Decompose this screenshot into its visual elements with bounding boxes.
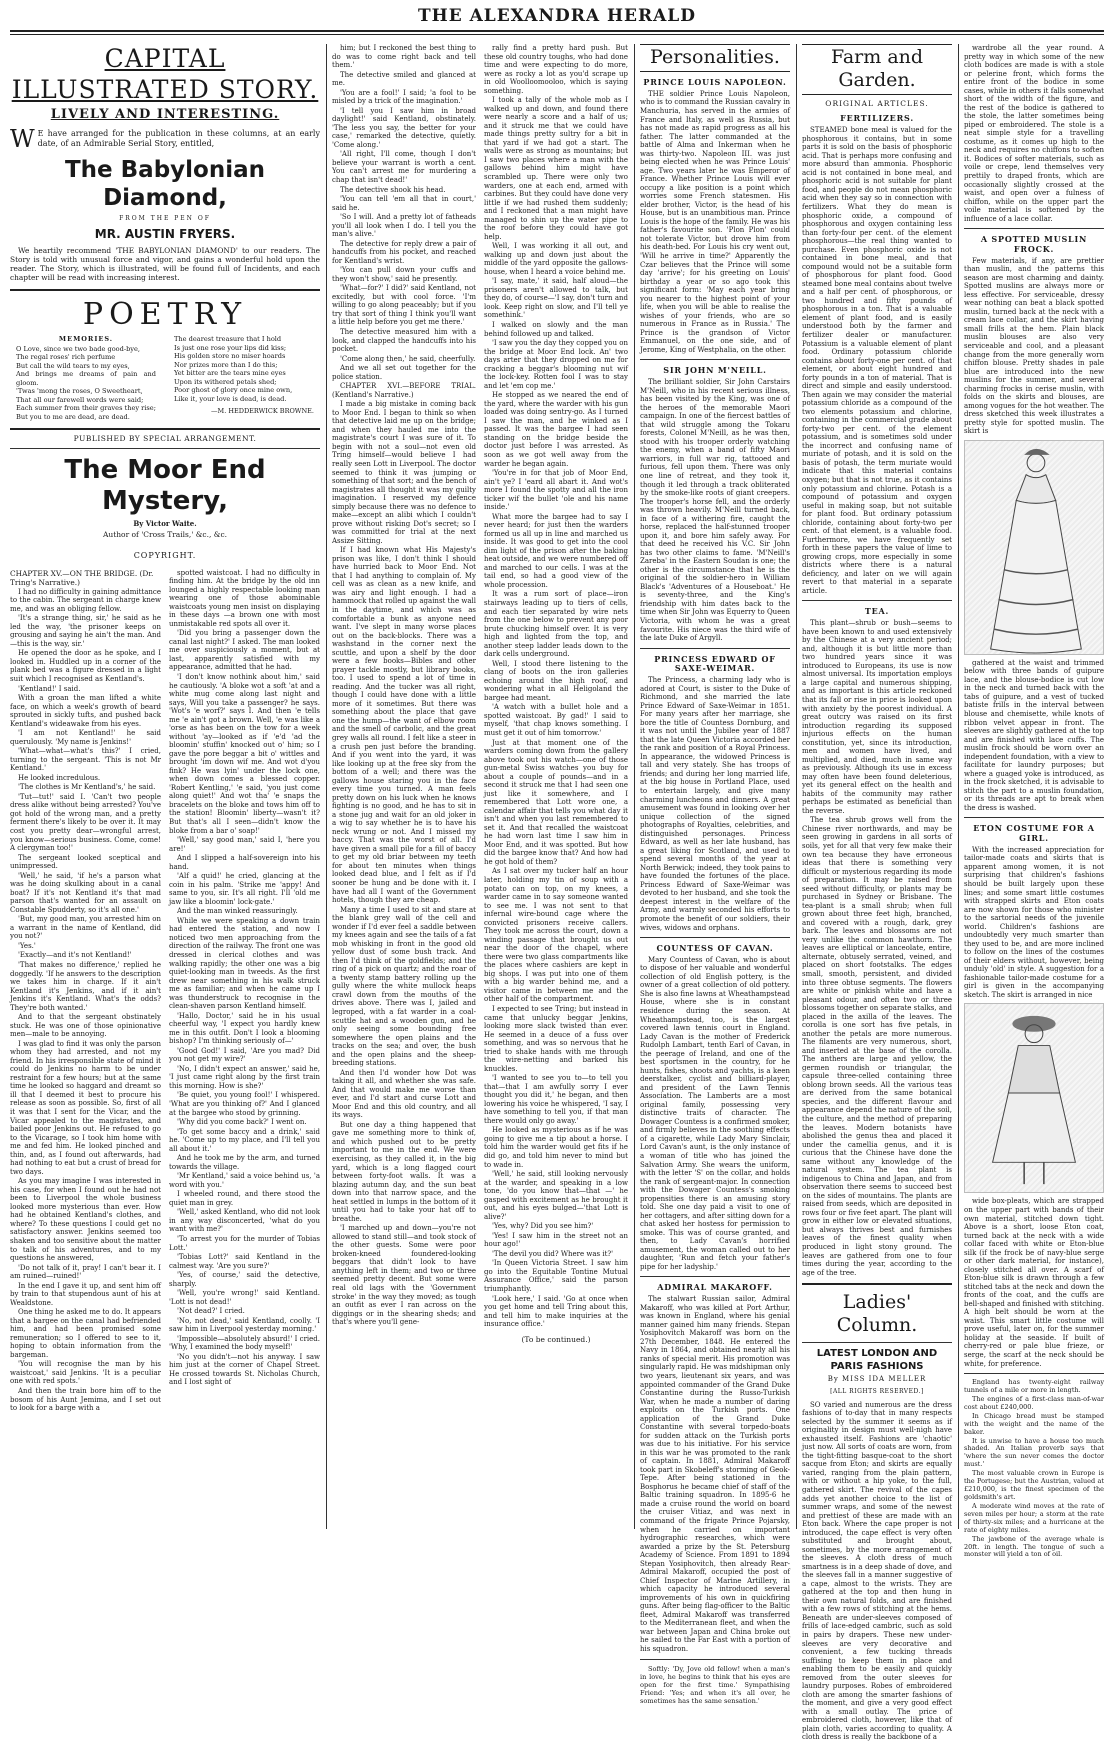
paragraph: And then I'd wonder how Dot was taking it all, and whether she was safe. And that would make me worse than ever, and I'd start and curse Lott and Moor End and this old country, and all its ways.	[332, 1068, 476, 1120]
paragraph: The engines of a first-class man-of-war cost about £240,000.	[964, 1394, 1104, 1411]
paragraph: wardrobe all the year round. A pretty way in which some of the new cloth bodices are made is with a stole or pelerine front, which forms the entire front of the bodice in some cases, while in others it falls somewhat short of the width of the figure, and the rest of the bodice is gathered to the stole, the latter sometimes being piped or embroidered. The stole is a neat simple style for a travelling costume, as it comes up high to the neck and requires no chiffons to soften it. Bodices of softer materials, such as voile or crepe, lend themselves very prettily to draped fronts, which are occasionally slightly crossed at the waist, and open over a fulness of chiffon, while on the upper part the voile material is softened by the influence of a lace collar.	[964, 44, 1104, 223]
poem-left	[16, 335, 156, 422]
paragraph: He looked as mysterious as if he was going to give me a tip about a horse. I told him the warder would get fits if he did go, and told him never to mind but to wade in.	[484, 1126, 628, 1169]
paragraph: 'You're in for that job of Moor End, ain't ye? I 'eard all abart it. And wot's more I found the spotty and all the iron ticker wif the bullet 'ole and his name inside.'	[484, 469, 628, 512]
article-title: FERTILIZERS.	[840, 113, 914, 124]
paragraph: 'Be quiet, you young fool!' I whispered. 'What are you thinking of?' And I glanced at the bargee who stood by grinning.	[169, 1091, 320, 1117]
paragraph: The jawbone of the average whale is 20ft. in length. The tongue of such a monster will yield a ton of oil.	[964, 1534, 1104, 1559]
story-column-b	[484, 44, 628, 1344]
arrangement-note: PUBLISHED BY SPECIAL ARRANGEMENT.	[73, 433, 257, 443]
paragraph: 'No, not dead,' said Kentland, coolly. 'I saw him in Liverpool yesterday morning.'	[169, 1316, 320, 1334]
paragraph: I expected to see Tring; but instead in came that unlucky beggar Jenkins, looking more slack twisted than ever. He seemed in a deuce of a fuss over something, and was so nervous that he tried to shake hands with me through the wire-netting and barked his knuckles.	[484, 1004, 628, 1073]
paragraph: CHAPTER XVI.—BEFORE TRIAL. (Kentland's Narrative.)	[332, 382, 476, 399]
poem-right	[174, 335, 314, 422]
paragraph: He stopped as we neared the end of the yard, where the warder with his gun loaded was doing sentry-go. As I turned I saw the man, and he winked as I passed. It was the bargee I had seen standing on the bridge beside the doctor just before I was arrested. As soon as we got well away from the warder he began again.	[484, 391, 628, 468]
paragraph: As you may imagine I was interested in his case, for when I found out he had not been to Liverpool the whole business looked more mysterious than ever. How had he obtained Kentland's clothes, and where? To these questions I could get no satisfactory answer. Jenkins seemed too shaken and too sensitive about the matter to talk of his adventures, and to my questions he answered,	[10, 1177, 161, 1263]
divider	[640, 648, 790, 649]
paragraph: The most valuable crown in Europe is the Portugese; but the Austrian, valued at £210,000, is the finest specimen of the goldsmith's art.	[964, 1469, 1104, 1501]
paragraph: I was glad to find it was only the parson whom they had arrested, and not my friend. In his irresponsible state of mind it could do Jenkins no harm to be under restraint for a few hours; but at the same time he looked so haggard and dreamt so ill that I deemed it best to procure his release as soon as possible. So, first of all it was that I sent for the Vicar, and the Vicar appealed to the magistrates, and bailed poor Jenkins out. He refused to go to the Vicarage, so I took him home with me and fed him. He looked pinched and thin, and, as I found out afterwards, had had nothing to eat but a crust of bread for two days.	[10, 1039, 161, 1176]
paragraph: 'In Queen Victoria Street. I saw him go into the Equitable Tontine Mutual Assurance Office,' said the parson triumphantly.	[484, 1259, 628, 1293]
masthead	[10, 6, 1104, 32]
paragraph: And he took me by the arm, and turned towards the village.	[169, 1154, 320, 1171]
poem-line: Nor prizes more than I do this;	[174, 360, 278, 369]
poem	[10, 335, 320, 422]
divider	[640, 937, 790, 938]
personality-title: PRINCE LOUIS NAPOLEON.	[643, 77, 787, 88]
divider	[964, 228, 1104, 229]
paragraph: The stalwart Russian sailor, Admiral Makaroff, who was killed at Port Arthur, was known in England, where his genial manner gained him many friends. Stepan Yosiphovitch Makaroff was born on the 27th December, 1848. He entered the Navy in 1864, and obtained nearly all his ranks of special merit. His promotion was singularly rapid. He was midshipman only two years, lieutenant six years, and was appointed commander of the Grand Duke Constantine during the Russo-Turkish War, when he made a number of daring exploits on the Turkish ports. One application of the Grand Duke Constantine with several torpedo-boats for sudden attack on the Turkish ports was due to his initiative. For his service in this war he was promoted to the rank of captain. In 1881, Admiral Makaroff took part in Skobeleff's storming of Geok-Tepe. After being stationed in the Bosphorus he became chief of staff of the Baltic training squadron. In 1895-6 he made a cruise round the world on board the cruiser Vitiaz, and was next in command of the frigate Prince Pojarsky, when he carried on important hydrographic researches, which were awarded a prize by the St. Petersburg Academy of Science. From 1891 to 1894 Stepan Yosiphovitch, then already Rear-Admiral Makaroff, occupied the post of Chief Inspector of Marine Artillery, in which capacity he introduced several improvements of his own in quickfiring guns. After being flag-officer to the Baltic fleet, Admiral Makaroff was transferred to the Mediterranean fleet, and when the war between Japan and China broke out he sailed to the Far East with a portion of his squadron.	[640, 1295, 790, 1653]
article-body	[802, 1401, 952, 1742]
poem-line: That all our farewell words were said;	[16, 395, 144, 404]
paragraph: Few materials, if any, are prettier than muslin, and the patterns this season are most charming and dainty. Spotted muslins are always more or less effective. For serviceable, dressy wear nothing can beat a black spotted muslin, turned back at the neck with a cream lace collar, and the skirt having small frills at the hem. Plain black muslin blouses are also very serviceable and cool, and a pleasant change from the more generally worn chiffon blouse. Pretty shades in pale blue are introduced into the new muslins for the summer, and several charming frocks in cerise muslin, with folds on the skirts and blouses, are among vogues for the hot weather. The dress sketched this week illustrates a pretty style for spotted muslin. The skirt is	[964, 256, 1104, 436]
poetry-heading: POETRY	[82, 296, 248, 332]
paragraph: With a groan the man lifted a white face, on which a week's growth of beard sprouted in sickly tufts, and pushed back Kentland's wideawake from his eyes.	[10, 694, 161, 728]
personality-title: PRINCESS EDWARD OF SAXE-WEIMAR.	[654, 653, 776, 674]
story-column-a	[10, 569, 161, 1414]
paragraph: 'Do not talk of it, pray! I can't bear it. I am ruined—ruined!'	[10, 1263, 161, 1281]
article-body	[964, 659, 1104, 813]
paragraph: 'You can pull down your cuffs and they won't show,' said he presently.	[332, 266, 476, 283]
moor-end-title: The Moor End Mystery,	[64, 454, 266, 517]
joke: Softly: 'Dy, Jove old fellow! when a man's in love, he begins to think that his eyes are open for the first time.' Sympathising Friend: 'Yes; and when it's all over, he sometimes has the same sensation.'	[640, 1664, 790, 1705]
paragraph: And to that the sergeant obstinately stuck. He was one of those opinionative men—male to be annoying.	[10, 1013, 161, 1039]
paragraph: 'What—for?' I did?' said Kentland, not excitedly, but with cool force. 'I'm willing to go along peaceably; but if you try that sort of thing I think you'll want a little help before you get me there.'	[332, 284, 476, 327]
paragraph: 'What—what—what's this?' I cried, turning to the sergeant. 'This is not Mr Kentland.'	[10, 747, 161, 773]
paragraph: Many a time I used to sit and stare at the blank grey wall of the cell and wonder if I'd ever feel a saddle between my knees again and see the tails of a fat mob whisking in front in the good old yellow dust of some bush track. And then I'd think of the goldfields; and the ring of a pick on quartz; and the roar of a twenty stamp battery rolling up the gully where the white mullock heaps crawl down from the mouths of the drives above. There was I, jailed and legroped, with a fat warder in a coal-scuttle hat and a wooden gun, and he only seeing some bounding free somewhere the open plains and the tracks on the sea; and over, the bush and the open plains and the sheep-breeding stations.	[332, 905, 476, 1068]
paragraph: 'So I will. And a pretty lot of fatheads you'll all look when I do. I tell you the man's alive.'	[332, 213, 476, 239]
article-body	[964, 1197, 1104, 1368]
paragraph: The detective smiled and glanced at me.	[332, 70, 476, 88]
column-2	[332, 44, 628, 1529]
paragraph: 'Good God!' I said, 'Are you mad? Did you not get my wire?'	[169, 1046, 320, 1064]
paragraph: He opened the door as he spoke, and I looked in. Huddled up in a corner of the plank bed was a figure dressed in a light suit which I recognised as Kentland's.	[10, 649, 161, 683]
rights-reserved: [ALL RIGHTS RESERVED.]	[830, 1388, 924, 1396]
poem-line: And brings me dreams of pain and gloom.	[16, 370, 156, 387]
poem-line: The dearest treasure that I hold	[174, 335, 282, 344]
paragraph: 'Did you bring a passenger down the canal last night?' I asked. The man looked me over suspiciously a moment, but at last, apparently satisfied with my appearance, admitted that he had.	[169, 629, 320, 672]
divider	[10, 289, 320, 291]
serial-from: FROM THE PEN OF	[119, 215, 211, 223]
paragraph: 'You are a fool!' I said; 'a fool to be misled by a trick of the imagination.'	[332, 88, 476, 106]
story-banner-subtitle: LIVELY AND INTERESTING.	[50, 107, 280, 122]
paragraph: In the end I gave it up, and sent him off by train to that stupendous aunt of his at Wealdstone.	[10, 1281, 161, 1307]
paragraph: 'Why did you come back?' I went on.	[177, 1118, 307, 1127]
paragraph: It is unwise to have a house too much shaded. An Italian proverb says that 'where the sun never comes the doctor must.'	[964, 1436, 1104, 1469]
paragraph: England has twenty-eight railway tunnels of a mile or more in length.	[964, 1378, 1104, 1394]
story-column-b	[169, 569, 320, 1414]
personality-body	[640, 90, 790, 354]
paragraph: spotted waistcoat. I had no difficulty in finding him. At the bridge by the old inn lounged a highly respectable looking man wearing one of those abominable waistcoats young men insist on displaying in these days —a brown one with most unmistakable red spots all over it.	[169, 568, 320, 628]
paragraph: The detective shook his head.	[340, 185, 446, 194]
paragraph: It was a rum sort of place—iron stairways leading up to tiers of cells, and each tier separated by wire nets from the one below to prevent any poor brute chucking himself over. It is very high and lighted from the top, and another steep ladder leads down to the dark cells underground.	[484, 590, 628, 659]
personality-body	[640, 1295, 790, 1653]
paragraph: The detective measured him with a look, and clapped the handcuffs into his pocket.	[332, 328, 476, 354]
intro-text: E have arranged for the publication in these columns, at an early date, of an Admirable Serial Story, entitled,	[37, 128, 320, 148]
divider	[640, 1659, 790, 1660]
paragraph: The tea shrub grows well from the Chinese river northwards, and may be seen growing in gardens in all sorts of soils, yet for all that very few make their own tea because they have erroneous ideas that there is something very difficult or mysterious regarding its mode of preparation. It may be raised from seed without difficulty, or plants may be purchased in Sydney or Brisbane. The tea-plant is a small shrub; when full grown about three feet high, branched, and covered with a rough, dark, grey bark. The leaves and blossoms are not very unlike the common hawthorn. The leaves are elliptical or lanceolate, entire, alternate, obtusely serrated, veined, and placed on short footstalks. The edges small, smooth, persistent, and divided into three obtuse segments. The flowers are white or pinkish white and have a pleasant odour, and often two or three blossoms together on separate stalks, and placed in the axilla of the leaves. The corolla is one sort has five petals, in another the petals are more numerous. The filaments are very numerous, short, and inserted at the base of the corolla. The anthers are large and yellow, the germen roundish or triangular, the capsule three-celled containing three oblong brown seeds. All the various teas are derived from the same botanical species, and the different flavour and appearance depend the nature of the soil, the culture, and the method of preparing the leaves. Modern botanists have abolished the genus thea and placed it under the camellia genus, and it is curious that the Chinese have done the same without any knowledge of the natural system. The tea plant is indigenous to China and Japan, and from observation there seems to succeed best on the sides of mountains. The plants are raised from seeds, which are deposited in rows four or five feet apart. The plant will grow in either low or elevated situations, but always thrives best and furnishes leaves of the finest quality when produced in light stony ground. The leaves are gathered from one to four times during the year, according to the age of the tree.	[802, 816, 952, 1277]
serial-intro	[10, 124, 320, 153]
paragraph: And then the train bore him off to the bosom of his Aunt Jemima, and I set out to look for a barge with a	[10, 1387, 161, 1413]
column-5-fashion	[964, 44, 1104, 1559]
paragraph: And I slipped a half-sovereign into his hand.	[169, 854, 320, 871]
paragraph: 'Tobias Lott?' said Kentland in the calmest way. 'Are you sure?'	[169, 1253, 320, 1270]
article-body	[802, 619, 952, 1277]
masthead-rule	[10, 34, 1104, 35]
girl-figure-icon	[965, 1004, 1103, 1192]
paragraph: But one day a thing happened that gave me something more to think of, and which pushed out to be pretty important to me in the end. We were exercising, as they called it, in the big yard, which is a long flagged court between forty-foot walls. It was a blazing autumn day, and the sun beat down into that narrow space, and the heat settled in lumps in the bottom of it until you had to take your hat off to breathe.	[332, 1120, 476, 1223]
intro-dropcap: W	[10, 124, 35, 153]
ladies-subheading: LATEST LONDON AND PARIS FASHIONS	[816, 1348, 938, 1372]
poem-line: Like it, your love is dead, is dead.	[174, 395, 287, 404]
paragraph: While we were speaking a down train had entered the station, and now I noticed two men approaching from the direction of the railway. The front one was dressed in clerical clothes and was walking rapidly; the other one was a big quiet-looking man in tweeds. As the first drew near something in his walk struck me as familiar; and when he came up I was thunderstruck to recognise in the clean-shaven parson Kentland himself.	[169, 916, 320, 1011]
ladies-heading: Ladies' Column.	[836, 1291, 918, 1337]
article-body	[964, 846, 1104, 1000]
paragraph: 'Well, you're wrong!' said Kentland. 'Lott is not dead!'	[169, 1289, 320, 1306]
column-3-personalities	[640, 44, 790, 1705]
newspaper-page	[10, 6, 1104, 1742]
paragraph: 'Hallo, Doctor,' said he in his usual cheerful way, 'I expect you hardly knew me in this outfit. Don't I look a blooming bishop? I'm thinking seriously of—'	[169, 1011, 320, 1046]
serial-author: MR. AUSTIN FRYERS.	[94, 226, 236, 241]
paragraph: rally find a pretty hard push. But these old country toughs, who had done time and were expecting to do more, were as rocky a lot as you'd scrape up in old Woolloomooloo, which is saying something.	[484, 44, 628, 95]
paragraph: I made a big mistake in coming back to Moor End. I began to think so when that detective laid me up on the bridge; and when they hauled me into the magistrate's court I was sure of it. To begin with not a soul—not even old Tring himself—would believe I had really seen Lott in Liverpool. The doctor seemed to think it was jumping or something of that sort; and the bench of magistrates all thought it was my guilty imagination. I reserved my defence simply because there was no defence to make—except an alibi which I couldn't prove without risking Dot's secret; so I was committed for trial at the next Assize Sitting.	[332, 400, 476, 545]
paragraph: Well, I was working it all out, and walking up and down just about the middle of the yard opposite the gallows-house, when I heard a voice behind me.	[484, 242, 628, 276]
miscellany	[964, 1379, 1104, 1559]
column-rule	[796, 44, 797, 1529]
paragraph: I took a tally of the whole mob as I walked up and down, and found there were nearly a score and a half of us; and it struck me that we could have made things pretty sultry for a bit in that yard if we had got a start. The walls were as strong as mountains; but I saw two places where a man with the gallows behind him might have scrambled up. There were only two warders, one at each end, armed with carbines. But they could have done very little if we had rushed them suddenly; and I reckoned that a man might have managed to shin up the water pipe to the roof before they could have got help.	[484, 96, 628, 241]
paragraph: The brilliant soldier, Sir John Carstairs M'Neill, who in his recent serious illness, has been visited by the King, was one of the heroes of the memorable Maori campaign. In one of the fiercest battles of that wild struggle among the Tokaru forests, Colonel M'Neill, as he was then, stood with his trooper orderly watching the enemy, when a band of fifty Maori warriors, in full war rig, tattooed and furious, fell upon them. There was only one line of retreat, and they took it, though it led through a track obliterated by the smoke-like roots of giant creepers. The trooper's horse fell, and the orderly was thrown heavily. M'Neill turned back, in face of a withering fire, caught the horse, replaced the half-stunned trooper upon it, and bore him safely away. For that deed he received his V.C. Sir John has two other claims to fame. 'M'Neill's Zareba' in the Eastern Soudan is one; the other is the circumstance that he is the original of the soldier-hero in William Black's 'Adventures of a Houseboat.' He is seventy-three, and the King's friendship with him dates back to the time when Sir John was Equerry to Queen Victoria, with whom he was a great favourite. His niece was the third wife of the late Duke of Argyll.	[640, 378, 790, 643]
paragraph: 'Come along then,' he said, cheerfully.	[340, 354, 476, 363]
paragraph: Just at that moment one of the warders coming down from the gallery above took out his watch—one of those gun-metal Swiss watches you buy for about a couple of pounds—and in a second it struck me that I had seen one just like it somewhere, and I remembered that Lott wore one, a calendar affair that tells you what day it isn't and when you last remembered to set it. And that recalled the waistcoat he had worn last time I saw him in Moor End, and it was spotted. But how did the bargee know that? And how had he got hold of them?	[484, 738, 628, 866]
paragraph: 'Alf a quid!' he cried, glancing at the coin in his palm. 'Strike me 'appy! And same to you, sir. It's all right. I'll 'old me jaw like a bloomin' lock-gate.'	[169, 872, 320, 906]
poem-line: Yet bitter are the tears mine eyes	[174, 369, 286, 378]
article-title: ETON COSTUME FOR A GIRL.	[973, 823, 1095, 844]
article-body	[964, 257, 1104, 436]
paragraph: 'To get some baccy and a drink,' said he. 'Come up to my place, and I'll tell you all about it.'	[169, 1127, 320, 1153]
paragraph: 'Exactly—and it's not Kentland!'	[18, 951, 132, 960]
poem-line: But you to me are dead, are dead.	[16, 413, 130, 422]
paragraph: One thing he asked me to do. It appears that a bargee on the canal had befriended him, and had been promised some remuneration; so I offered to see to it, hoping to obtain information from the bargeman.	[10, 1308, 161, 1359]
paragraph: 'Yes, of course,' said the detective, sharply.	[169, 1271, 320, 1288]
poem-line: Upon its withered petals shed;	[174, 377, 277, 386]
poem-line: 'Twas 'mong the roses, O Sweetheart,	[16, 387, 143, 396]
moor-end-byline: By Victor Waite.	[133, 519, 197, 529]
paragraph: 'I say, mate,' it said, half aloud—the prisoners aren't allowed to talk, but they do, of course—'I say, don't turn and look. Keep right on slow, and I'll tell ye somethink.'	[484, 277, 628, 320]
divider	[964, 1373, 1104, 1374]
personality-body	[640, 378, 790, 642]
paragraph: He looked incredulous.	[18, 773, 101, 782]
paragraph: 'Impossible—absolutely absurd!' I cried. 'Why, I examined the body myself!'	[169, 1334, 320, 1352]
paragraph: 'Look here,' I said. 'Go at once when you get home and tell Tring about this, and tell him to make inquiries at the insurance office.'	[484, 1294, 628, 1329]
paragraph: 'Well,' say good man,' said I, 'here you are!'	[169, 836, 320, 853]
chapter-heading: CHAPTER XV.—ON THE BRIDGE. (Dr. Tring's Narrative.)	[10, 568, 154, 587]
paragraph: gathered at the waist and trimmed below with three bands of guipure lace, and the blouse-bodice is cut low in the neck and turned back with the tabs of guipure, and a vest of tucked batiste frills in the interval between blouse and chemisette, while knots of ribbon velvet appear in front. The sleeves are slightly gathered at the top and are finished with lace cuffs. The muslin frock should be worn over an independent foundation, with a view to facilitate for laundry purposes; but where a guaged yoke is introduced, as in the frock sketched, it is advisable to stitch the part to a muslin foundation, or its threads are apt to break when the dress is washed.	[964, 658, 1104, 812]
column-4-farm	[802, 44, 952, 1742]
personality-title: COUNTESS OF CAVAN.	[656, 943, 774, 954]
paragraph: I had no difficulty in gaining admittance to the cabin. The sergeant in charge knew me, and was an obliging fellow.	[10, 587, 161, 613]
paragraph: him; but I reckoned the best thing to do was to come right back and tell them.'	[332, 44, 476, 70]
column-rule	[326, 44, 327, 1529]
paragraph: 'Mr Kentland,' said a voice behind us, 'a word with you.'	[169, 1172, 320, 1189]
paragraph: I wheeled round, and there stood the quiet man in grey.	[169, 1190, 320, 1207]
poem-line: The regal roses' rich perfume	[16, 353, 116, 362]
paragraph: A moderate wind moves at the rate of seven miles per hour; a storm at the rate of thirty-six miles; and a hurricane at the rate of eighty miles.	[964, 1501, 1104, 1534]
paragraph: wide box-pleats, which are strapped on the upper part with bands of their own material, stitched down tight. Above is a short, loose Eton coat, turned back at the neck with a wide collar faced with white or Eton-blue silk (if the frock be of navy-blue serge or other dark material, for instance), closely stitched all over. A scarf of Eton-blue silk is drawn through a few stitched tabs at the neck and down the fronts of the coat, and the cuffs are bell-shaped and finished with stitching. A high belt should be worn at the waist. This smart little costume will prove useful, later on, for the summer holiday at the seaside. If built of cherry-red or pale blue frieze, or serge, the scarf at the neck should be white, for preference.	[964, 1197, 1104, 1368]
paragraph: 'I tell you I saw him in broad daylight!' said Kentland, obstinately. 'The less you say, the better for your case,' remarked the detective, quietly. 'Come along.'	[332, 106, 476, 149]
paragraph: 'Well,' asked Kentland, who did not look in any way disconcerted, 'what do you want with me?'	[169, 1208, 320, 1234]
paragraph: As I sat over my tucker half an hour later, holding my tin of soup with a potato can on top, on my knees, a warder came in to say someone wanted to see me. I was not sent to that infernal wire-bound cage where the convicted prisoners receive callers. They took me across the court, down a winding passage that brought us out near the door of the chapel, where there were two glass compartments like the places where cashiers are kept in big shops. I was put into one of them with a big warder behind me, and a visitor came in between me and the other half of the compartment.	[484, 867, 628, 1004]
divider	[802, 600, 952, 601]
paragraph: 'No you didn't—not his anyway. I saw him just at the corner of Chapel Street. He crossed towards St. Nicholas Church, and I lost sight of	[169, 1352, 320, 1387]
serial-recommendation: We heartily recommend 'THE BABYLONIAN DIAMOND' to our readers. The Story is told with unusual force and vigor, and gains a wonderful hold upon the reader. The Story, which is illustrated, will be found full of Incidents, and each chapter will be read with increasing interest.	[10, 246, 320, 283]
dress-figure-icon	[965, 441, 1103, 654]
masthead-title: THE ALEXANDRA HERALD	[417, 6, 696, 26]
paragraph: 'Yes, why? Did you see him?'	[492, 1222, 594, 1231]
divider	[964, 817, 1104, 818]
paragraph: 'Well,' he said, still looking nervously at the warder, and speaking in a low tone, 'do you know that—that —' he gasped with excitement as he brought it out, and his eyes bulged—'that Lott is alive?'	[484, 1170, 628, 1221]
story-text	[10, 569, 320, 1414]
paragraph: 'A watch with a bullet hole and a spotted waistcoat. By gad!' I said to myself, 'that chap knows something. I must get it out of him tomorrow.'	[484, 703, 628, 737]
divider	[802, 1283, 952, 1285]
column-rule	[958, 44, 959, 1529]
poem-line: Each summer from their graves they rise;	[16, 404, 156, 413]
divider	[802, 1342, 952, 1343]
poem-title: MEMORIES.	[58, 335, 114, 344]
divider	[10, 428, 320, 430]
poem-line: Poor ghost of glory once mine own,	[174, 386, 293, 395]
paragraph: What more the bargee had to say I never heard; for just then the warders formed us all up in line and marched us inside. It was good to get into the cool dim light of the prison after the baking heat outside, and we were numbered off and marched to our cells. I was at the tail end, so had a good view of the whole procession.	[484, 512, 628, 589]
paragraph: 'I marched up and down—you're not allowed to stand still—and took stock of the other guests. Some were poor broken-kneed foundered-looking beggars that didn't look to have anything left in them; and two or three seemed pretty decent. But some were real old lags with the 'Government stroke' in the way they moved; as tough an outfit as ever I ran across on the diggings or in the shearing sheds; and that's where you'll gene-	[332, 1224, 476, 1327]
paragraph: And the man winked reassuringly.	[177, 907, 298, 916]
to-be-continued: (To be continued.)	[521, 1334, 591, 1344]
paragraph: 'I saw you the day they copped you on the bridge at Moor End lock. An' two days arter that they dropped on me for cracking a beggar's blooming nut wif the lock-key. Rotten fool I was to stay and let 'em cop me.'	[484, 339, 628, 390]
personality-title: ADMIRAL MAKAROFF.	[657, 1282, 773, 1293]
divider	[10, 448, 320, 449]
paragraph: The sergeant looked sceptical and unimpressed.	[10, 853, 161, 871]
poem-line: Is just one rose your lips did kiss;	[174, 343, 287, 352]
poem-line: But call the wild tears to my eyes,	[16, 361, 130, 370]
serial-title: The Babylonian Diamond,	[64, 157, 265, 212]
column-1	[10, 44, 320, 1529]
paragraph: SO varied and numerous are the dress fashions of to-day that in many respects selected by the summer it seems as if originality in design must well-nigh have exhausted itself. Fashions are 'chaotic' just now. All sorts of coats are worn, from the tight-fitting basque-coat to the short sacque from Eton; and skirts are equally varied, ranging from the plain pattern, with or without a hip yoke, to the full, gathered skirt. The revival of the capes adds yet another choice to the list of summer wraps, and some of the newest and prettiest of these are made with an Eton back. Where the cape proper is not introduced, the cape effect is very often substituted and brought about, sometimes, by the more arrangement of the sleeves. A cloth dress of much smartness is in a deep shade of dove, and the sleeves fall in a manner suggestive of a cape, almost to the wrists. They are gathered at the top and then hung in their own natural folds, and are finished with a few rows of stitching at the hems. Beneath are under-sleeves composed of frills of lace-edged cambric, such as sold in pairs by drapers. These new under-sleeves are very decorative and convenient, a few tucking threads suffising to keep them in place and enabling them to be easily and quickly removed from the outer sleeves for laundry purposes. Robes of embroidered cloth are among the smarter fashions of the moment, and give a very good effect with a small outlay. The price of embroidered cloth, however, like that of plain cloth, varies according to quality. A cloth dress is really the backbone of a	[802, 1400, 952, 1742]
paragraph: The detective for reply drew a pair of handcuffs from his pocket, and reached for Kentland's wrist.	[332, 239, 476, 265]
paragraph: 'Kentland!' I said.	[18, 684, 81, 693]
article-body	[964, 44, 1104, 223]
moor-end-author-note: Author of 'Cross Trails,' &c., &c.	[102, 529, 228, 539]
ladies-byline: By MISS IDA MELLER	[827, 1374, 927, 1383]
paragraph: And we all set out together for the police station.	[332, 364, 476, 381]
paragraph: Mary Countess of Cavan, who is about to dispose of her valuable and wonderful collection of old English pottery, is the owner of a great collection of old pottery. She is also fine lawns at Wheathampstead House, where she is in constant residence during the season. At Wheathampstead, too, is the largest covered lawn tennis court in England. Lady Cavan is the mother of Frederick Rudolph Lambart, tenth Earl of Cavan, in the peerage of Ireland, and one of the best sportsmen in the country, for he hunts, fishes, shoots and yachts, is a keen deerstalker, cyclist and billiard-player, and president of the Lawn Tennis Association. The Lamberts are a most original family, possessing very distinctive traits of character. The Dowager Countess is a confirmed smoker, and firmly believes in the soothing effects of a cigarette, while Lady Mary Sinclair, Lord Cavan's aunt, is the only instance of a woman of title who has joined the Salvation Army. She wears the uniform, with the letter 'S' on the collar, and holds the rank of sergeant-major. In connection with the Dowager Countess's smoking propensities there is an amusing story told. She one day paid a visit to one of her cottagers, and after sitting down for a chat asked her hostess for permission to smoke. This was of course granted, and then, to Lady Cavan's horrified amusement, the woman called out to her daughter, 'Run and fetch your father's pipe for her ladyship.'	[640, 955, 790, 1271]
paragraph: 'All right, I'll come, though I don't believe your warrant is worth a cent. You can't arrest me for murdering a chap that isn't dead!'	[332, 150, 476, 184]
paragraph: With the increased appreciation for tailor-made coats and skirts that is apparent among women, it is not surprising that children's fashions should be built largely upon these lines; and some smart little costumes with strapped skirts and Eton coats are now shown for those who minister to the sartorial needs of the juvenile world. Children's fashions are undoubtedly very much smarter than they used to be, and are more inclined to follow on the lines of the costumes of their elders without, however, being unduly 'old' in style. A suggestion for a fashionable tailor-made costume for a girl is given in the accompanying sketch. The skirt is arranged in nice	[964, 845, 1104, 999]
muslin-frock-illustration	[964, 440, 1104, 655]
story-text	[332, 44, 628, 1344]
paragraph: 'I don't know nothink about him,' said he cautiously. 'A bloke wot a soft 'at and a white mug come along last night and says, Will you take a passenger? he says. 'Wot's 'e worf?' says I. And then 'e tells me 'e ain't got a brown. Well, 'e was like a 'orse as has been on the tow for a week without 'ay—looked as if 'e'd 'ad the bloomin' stuffin' knocked out o' him; so I gave the pore beggar a bit o' wittles and brought 'im down wif me. And wot d'you fink? He was lyin' under the lock one, when down comes a blessed copper. 'Robert Kentling,' 'e said, 'you just come along quiet!' And wot tha' 'e snaps the bracelets on the bloke and tows him off to the station! Bloomin' liberty—wasn't it? But that's all I seen—didn't know the bloke from a bar o' soap!'	[169, 672, 320, 835]
paragraph: 'The clothes is Mr Kentland's,' he said.	[18, 783, 156, 792]
paragraph: 'It's a strange thing, sir,' he said as he led the way, 'the prisoner keeps on grousing and saying he ain't the man. And—this is the way, sir.'	[10, 614, 161, 648]
divider	[640, 1276, 790, 1277]
story-banner-title: CAPITAL ILLUSTRATED STORY.	[11, 44, 319, 104]
divider	[640, 359, 790, 360]
poem-line: His golden store no miser hoards	[174, 352, 286, 361]
paragraph: 'That makes no difference,' replied he doggedly. 'If he answers to the description we takes him in charge. If it ain't Kentland it's Jenkins, and if it ain't Jenkins it's Kentland. What's the odds? They're both wanted.'	[10, 960, 161, 1012]
original-articles: ORIGINAL ARTICLES.	[825, 99, 929, 109]
copyright-note: COPYRIGHT.	[133, 550, 197, 560]
paragraph: If I had known what His Majesty's prison was like, I don't think I should have hurried back to Moor End. Not that I had anything to complain of. My cell was as clean as a new knife, and was airy and light enough. I had a hammock that rolled up against the wall in the daytime, and which was as comfortable a bunk as anyone need want. I've slept in many worse places out on the back-blocks. There was a washstand in the corner next the scuttle, and upon a shelf by the door were a few books—Bibles and other prayer tackle mostly, but library books, too. I used to spend a lot of time in reading. And the tucker was all right, though I could have done with a little more of it sometimes. But there was something about the place that gave one the hump—the want of elbow room and the smell of carbolic, and the great grey walls all round. I felt like a steer in a crush pen just before the branding. And if you went into the yard, it was like looking up at the free sky from the bottom of a well; and there was the gallows house staring you in the face every time you turned. A man feels pretty down on his luck when he knows fighting is no good, and he has to sit in a stone jug and wait for an old joker in a wig to say whether he is to have his neck wrung or not. And I missed my baccy. That was the worst of all. I'd have given a small pile for a fill of baccy to get my old briar between my teeth for about ten minutes when things looked dead blue, and I felt as if I'd sooner be hung and be done with it. I have had all I want of the Government hotels, though they are cheap.	[332, 546, 476, 905]
personality-body	[640, 956, 790, 1272]
paragraph: I walked on slowly and the man behind followed up and talked.	[484, 321, 628, 338]
paragraph: 'I am not Kentland!' he said querulously. 'My name is Jenkins!'	[10, 729, 161, 746]
eton-costume-illustration	[964, 1003, 1104, 1193]
farm-heading: Farm and Garden.	[802, 44, 952, 95]
personality-title: SIR JOHN M'NEILL.	[663, 365, 767, 376]
paragraph: STEAMED bone meal is valued for the phosphorous it contains, but in some parts it is sold on the basis of phosphoric acid. That is perhaps more confusing and more absurd than ammonia. Phosphoric acid is not contained in bone meal, and phosphoric acid is not suitable for plant food, and people do not mean phosphoric acid when they say so in connection with fertilizers. What they do mean is phosphoric oxide, a compound of phosphorous and oxygen containing less than forty-four per cent. of the element phosphorous—the real thing wanted to purchase. Even phosphoric oxide is not contained in bone meal, and that compound would not be a suitable form of phosphorous for plant food. Good steamed bone meal contains about twelve and a half per cent. of phosphorous, or two hundred and fifty pounds of phosphorous in a ton. That is a valuable element of plant food, and is easily understood both by the farmer and fertilizer dealer or manufacturer. Potassium is a valuable element of plant food. Ordinary potassium chloride contains about forty-one per cent. of that element, or about eight hundred and forty pounds in a ton of material. That is direct and simple and easily understood. Then again we may consider the material potassium chloride as a compound of the two elements potassium and chlorine, containing in the commercial grade about forty-two per cent. of the element potassium, and is sometimes sold under the incorrect and confusing name of muriate of potash, and it is sold on the basis of potash, the term muriate would indicate that this material contains oxygen; but that is not true, as it contains only potassium and chlorine. Potash is a compound of potassium and oxygen useful in making soap, but not suitable for plant food. But ordinary potassium chloride, containing about forty-two per cent. of that element, is a valuable food. Furthermore, we have frequently set forth in these papers the value of lime to growing crops, more especially in some districts where there is a natural deficiency, and later on we will again revert to that material in a separate article.	[802, 126, 952, 595]
paragraph: THE soldier Prince Louis Napoleon, who is to command the Russian cavalry in Manchuria, has served in the armies of France and Italy, as well as Russia, but has not made as rapid progress as all his father. The latter commanded at the battle of Alma and Inkerman when he was thirty-two. Napoleon III. was just being elected when he was Prince Louis' age. Two years later he was Emperor of France. Whether Prince Louis will ever occupy a like position is a point which worries some French statesmen. His elder brother, Victor, is the head of his House, but is an unambitious man. Prince Louis is the hope of the family. He was his father's favourite son. 'Plon Plon' could not tolerate Victor, but drove him from his death-bed. For Louis his cry went out, 'Will he arrive in time?' Apparently the Czar believes that the Prince will some day 'arrive'; for his greeting on Louis' birthday a year or so ago took this significant form: 'May each year bring you nearer to the highest point of your life, when you will be able to realise the wishes of your friends, who are so numerous in France as in Russia.' The Prince is the grandson of Victor Emmanuel, on the one side, and of Jerome, King of Westphalia, on the other.	[640, 89, 790, 354]
paragraph: In Chicago bread must be stamped with the weight and the name of the baker.	[964, 1411, 1104, 1436]
paragraph: 'Yes! I saw him in the street not an hour ago!'	[484, 1231, 628, 1249]
paragraph: 'Yes.'	[18, 941, 36, 950]
paragraph: 'To arrest you for the murder of Tobias Lott.'	[169, 1234, 320, 1252]
paragraph: The Princess, a charming lady who is adored at Court, is sister to the Duke of Richmond, and she married the late Prince Edward of Saxe-Weimar in 1851. For many years after her marriage, she bore the title of Countess Dornburg, and it was not until the Jubilee year of 1887 that the late Queen Victoria accorded her the rank and position of a Royal Princess. In appearance, the widowed Princess is tall and very stately. She has troops of friends; and during her long married life, at the big house in Portland Place, used to entertain largely, and give many charming luncheons and dinners. A great amusement was found in looking over her unique collection of the signed photographs of Royalties, celebrities, and distinguished personages. Princess Edward, as well as her late husband, has a great liking for Scotland, and used to spend several months of the year at North Berwick; indeed, they took pains to have founded the fortunes of the place. Princess Edward of Saxe-Weimar was devoted to her husband, and she took the deepest interest in the welfare of the Army, and warmly seconded his efforts to promote the benefit of our soldiers, their wives, widows and orphans.	[640, 676, 790, 932]
personalities-heading: Personalities.	[640, 44, 790, 72]
paragraph: 'The devil you did? Where was it?'	[492, 1249, 614, 1258]
paragraph: This plant—shrub or bush—seems to have been known to and used extensively by the Chinese at a very ancient period; and, although it is but little more than two hundred years since it was introduced to Europeans, its use is now almost universal. Its importation employs a large capital and numerous shipping, and as important is this article reckoned that its fall or rise in price is looked upon with anxiety by the poorest individual. A great outcry was raised on its first introduction regarding its supposed injurious effects on the human constitution, yet, since its introduction, men and women have lived, and multiplied, and died, much in same way as previously. Although its use in excess may often have been found deleterious, yet its general effect on the health and habits of the community may rather perhaps be estimated as beneficial than the reverse.	[802, 619, 952, 815]
paragraph: 'I wanted to see you to—to tell you that—that I am awfully sorry I ever thought you did it,' he began, and then lowering his voice he whispered, 'I say, I have something to tell you, if that man there would only go away.'	[484, 1074, 628, 1125]
story-column-a	[332, 44, 476, 1344]
article-body	[802, 126, 952, 595]
paragraph: Well, I stood there listening to the clang of boots on the iron galleries echoing around the high roof, and wondering what in all Heligoland the bargee had meant.	[484, 659, 628, 702]
column-rule	[634, 44, 635, 1529]
paragraph: 'Well,' he said, 'if he's a parson what was he doing skulking about in a canal boat? If it's not Kentland it's that mad parson that's wanted for an assault on Constable Spudderty, so it's all one.'	[10, 871, 161, 914]
paragraph: 'Not dead?' I cried.	[177, 1307, 245, 1316]
paragraph: 'You can tell 'em all that in court,' said he.	[332, 195, 476, 212]
article-title: A SPOTTED MUSLIN FROCK.	[980, 234, 1088, 254]
poem-credit: —M. HEDDERWICK BROWNE.	[211, 406, 314, 415]
paragraph: 'Tut—tut!' said I. 'Can't two people dress alike without being arrested? You've got hold of the wrong man, and a pretty ferment there's likely to be over it. It may cost you pretty dear—wrongful arrest, you know—serious business. Come, come! A clergyman too!'	[10, 792, 161, 853]
paragraph: 'You will recognise the man by his waistcoat,' said Jenkins. 'It is a peculiar one with red spots.'	[10, 1360, 161, 1386]
article-title: TEA.	[864, 606, 890, 617]
paragraph: 'But, my good man, you arrested him on a warrant in the name of Kentland, did you not?'	[10, 915, 161, 941]
personality-body	[640, 676, 790, 932]
story-column-b-body	[484, 44, 628, 1329]
poem-line: O Love, since we two bade good-bye,	[16, 344, 141, 353]
paragraph: 'No, I didn't expect an answer,' said he, 'I just came right along by the first train this morning. How is she?'	[169, 1064, 320, 1090]
